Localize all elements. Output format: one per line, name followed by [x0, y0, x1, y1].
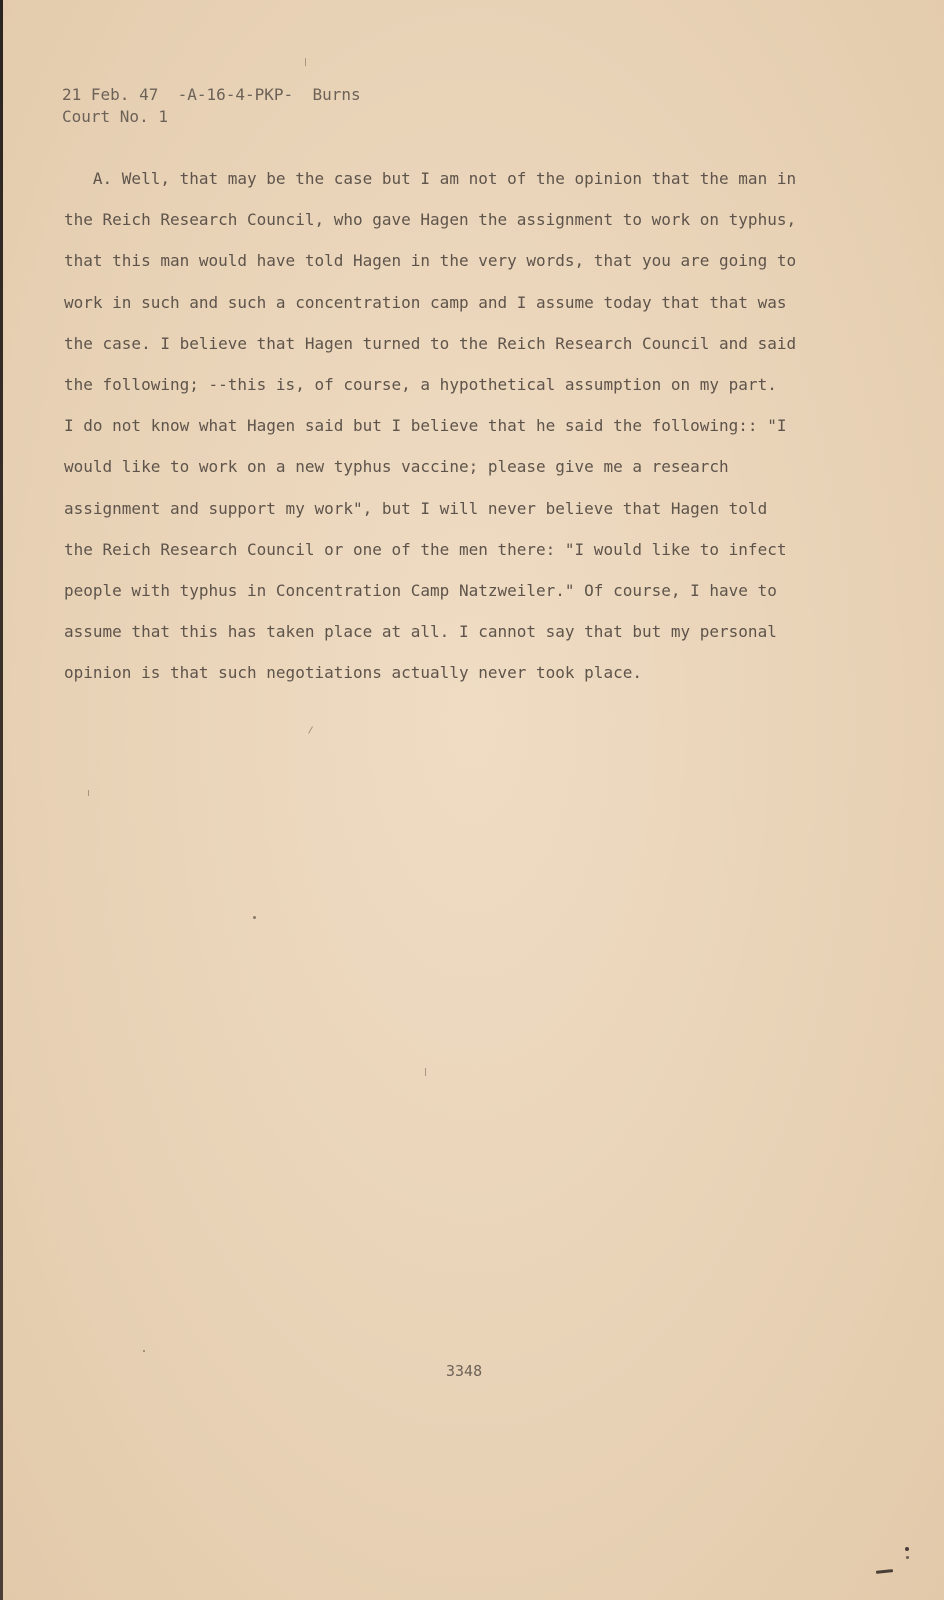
document-header	[62, 84, 361, 128]
ink-dash	[876, 1569, 893, 1574]
paper-mark	[308, 726, 313, 733]
text-line: people with typhus in Concentration Camp Natzweiler." Of course, I have to	[64, 581, 777, 601]
text-line: the Reich Research Council or one of the men there: "I would like to infect	[64, 539, 787, 559]
paper-mark	[305, 58, 306, 66]
text-line: I do not know what Hagen said but I believe that he said the following:: "I	[64, 416, 787, 436]
ink-dot	[906, 1556, 909, 1559]
text-line: would like to work on a new typhus vaccine; please give me a research	[64, 457, 729, 477]
text-line: opinion is that such negotiations actually never took place.	[64, 663, 642, 683]
header-court-line: Court No. 1	[62, 107, 168, 126]
text-line: the following; --this is, of course, a hypothetical assumption on my part.	[64, 375, 777, 395]
text-line: the case. I believe that Hagen turned to the Reich Research Council and said	[64, 333, 797, 353]
text-line: A. Well, that may be the case but I am not of the opinion that the man in	[64, 169, 797, 188]
text-line: assignment and support my work", but I will never believe that Hagen told	[64, 498, 768, 518]
header-date-line: 21 Feb. 47 -A-16-4-PKP- Burns	[62, 85, 361, 104]
paper-mark	[425, 1068, 426, 1076]
testimony-text	[64, 158, 874, 694]
paper-mark	[88, 790, 89, 796]
text-line: the Reich Research Council, who gave Hagen the assignment to work on typhus,	[64, 210, 797, 230]
page-edge-shadow	[0, 0, 3, 1600]
paper-speck	[253, 916, 256, 919]
text-line: assume that this has taken place at all. I cannot say that but my personal	[64, 622, 777, 642]
paper-speck	[143, 1350, 145, 1352]
page-number: 3348	[446, 1362, 483, 1380]
text-line: that this man would have told Hagen in the very words, that you are going to	[64, 251, 797, 271]
text-line: work in such and such a concentration camp and I assume today that that was	[64, 292, 787, 312]
ink-dot	[905, 1547, 909, 1551]
